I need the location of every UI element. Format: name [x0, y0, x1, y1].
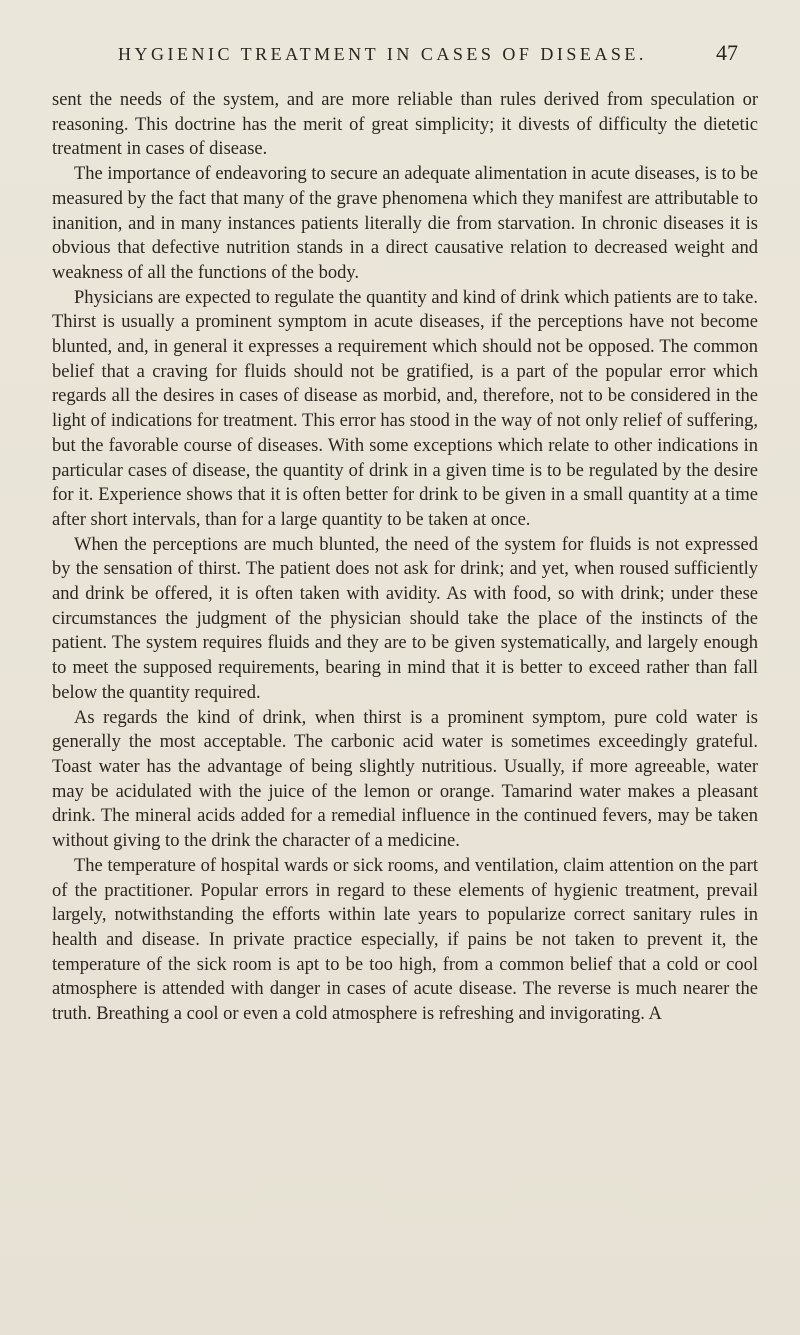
page-number: 47 [716, 40, 738, 65]
paragraph: The temperature of hospital wards or sick rooms, and ventilation, claim attention on the part of the practitioner. Popular errors in regard to these elements of hygienic treatment, prevail largely, notwithstanding the efforts within late years to popularize correct sanitary rules in health and disease. In private practice especially, if pains be not taken to prevent it, the temperature of the sick room is apt to be too high, from a common belief that a cold or cool atmosphere is attended with danger in cases of acute disease. The reverse is much nearer the truth. Breathing a cool or even a cold atmosphere is refreshing and invigorating. A [52, 855, 758, 1025]
paragraph: sent the needs of the system, and are more reliable than rules derived from speculation or reasoning. This doctrine has the merit of great simplicity; it divests of difficulty the dietetic treatment in cases of disease. [52, 90, 758, 160]
body-text [52, 88, 758, 1027]
paragraph: The importance of endeavoring to secure an adequate alimentation in acute diseases, is to be measured by the fact that many of the grave phenomena which they manifest are attributable to inanition, and in many instances patients literally die from starvation. In chronic diseases it is obvious that defective nutrition stands in a direct causative relation to decreased weight and weakness of all the functions of the body. [52, 164, 758, 283]
paragraph: As regards the kind of drink, when thirst is a prominent symptom, pure cold water is generally the most acceptable. The carbonic acid water is sometimes exceedingly grateful. Toast water has the advantage of being slightly nutritious. Usually, if more agreeable, water may be acidulated with the juice of the lemon or orange. Tamarind water makes a pleasant drink. The mineral acids added for a remedial influence in the continued fevers, may be taken without giving to the drink the character of a medicine. [52, 707, 758, 852]
paragraph: Physicians are expected to regulate the quantity and kind of drink which patients are to take. Thirst is usually a prominent symptom in acute diseases, if the perceptions have not become blunted, and, in general it expresses a requirement which should not be opposed. The common belief that a craving for fluids should not be gratified, is a part of the popular error which regards all the desires in cases of disease as morbid, and, therefore, not to be considered in the light of indications for treatment. This error has stood in the way of not only relief of suffering, but the favorable course of diseases. With some exceptions which relate to other indications in particular cases of disease, the quantity of drink in a given time is to be regulated by the desire for it. Experience shows that it is often better for drink to be given in a small quantity at a time after short intervals, than for a large quantity to be taken at once. [52, 287, 758, 530]
paragraph: When the perceptions are much blunted, the need of the system for fluids is not expressed by the sensation of thirst. The patient does not ask for drink; and yet, when roused sufficiently and drink be offered, it is often taken with avidity. As with food, so with drink; under these circumstances the judgment of the physician should take the place of the instincts of the patient. The system requires fluids and they are to be given systematically, and largely enough to meet the supposed requirements, bearing in mind that it is better to exceed rather than fall below the quantity required. [52, 534, 758, 703]
running-head: HYGIENIC TREATMENT IN CASES OF DISEASE. [118, 44, 647, 64]
